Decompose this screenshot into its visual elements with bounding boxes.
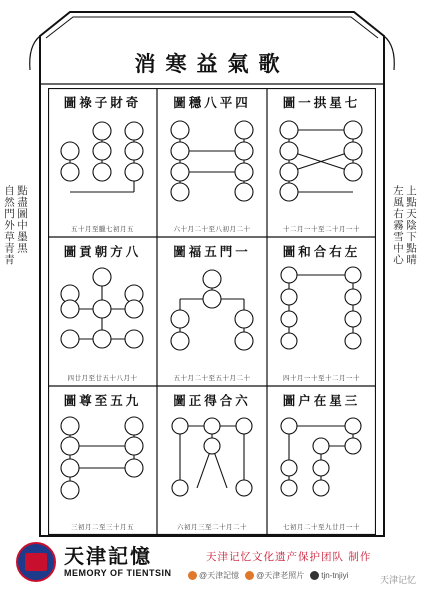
right-verse [391, 185, 417, 385]
cell-4 [48, 237, 157, 386]
credit-text: 天津记忆文化遗产保护团队 制作 [206, 551, 372, 563]
memory-of-tientsin-logo [16, 542, 56, 582]
left-verse-line-2: 自然門外草青青 [3, 185, 15, 266]
cell-caption: 五十月二十至五十月二十 [173, 374, 251, 382]
cell-title: 圖正得合六 [173, 393, 251, 408]
social-handle: @天津老照片 [256, 571, 305, 580]
diagram-san-xing-zai-hu [267, 406, 376, 511]
right-verse-line-1: 上點天陰下點晴 [405, 185, 417, 266]
cell-caption: 三初月二至三十月五 [71, 523, 134, 531]
right-verse-line-2: 左風右霧雪中心 [392, 185, 404, 266]
social-weibo-2[interactable] [245, 570, 304, 581]
cell-6 [267, 237, 376, 386]
brand-name-en: MEMORY OF TIENTSIN [64, 568, 172, 578]
cell-title: 圖穩八平四 [173, 95, 251, 110]
logo-emblem-icon [25, 553, 47, 571]
cell-5 [157, 237, 267, 386]
cell-3 [267, 88, 376, 237]
cell-title: 圖貢朝方八 [63, 244, 142, 259]
cell-caption: 四廿月至廿五十八月十 [67, 374, 138, 382]
diagram-jiu-wu-zhi-zun [48, 406, 157, 511]
cell-1 [48, 88, 157, 237]
diagram-liu-he-de-zheng [157, 406, 267, 511]
brand-name-cn: 天津記憶 [64, 544, 152, 568]
diagram-zuo-you-he-he [267, 257, 376, 362]
weibo-icon [245, 571, 254, 580]
footer [0, 537, 424, 599]
left-verse [2, 185, 28, 385]
diagram-qi-lu-zi-cai [48, 108, 157, 213]
social-handle: tjn-tnjiyi [321, 570, 349, 580]
cell-9 [267, 386, 376, 535]
page-title: 消寒益氣歌 [134, 51, 290, 76]
cell-2 [157, 88, 267, 237]
social-weibo-1[interactable] [188, 570, 239, 581]
cell-caption: 七初月二十至九廿月一十 [283, 523, 360, 531]
cell-title: 圖祿子財奇 [63, 95, 142, 110]
cell-caption: 四十月一十至十二月一十 [283, 374, 360, 382]
cell-caption: 五十月至臘七初月五 [71, 225, 134, 233]
weibo-icon [188, 571, 197, 580]
social-other[interactable] [310, 571, 348, 580]
social-handle: @天津記憶 [199, 571, 240, 580]
cell-7 [48, 386, 157, 535]
cell-title: 圖尊至五九 [63, 393, 142, 408]
diagram-ba-fang-chao-gong [48, 257, 157, 362]
watermark: 天津记忆 [379, 576, 416, 586]
social-icon [310, 571, 319, 580]
diagram-qi-xing-gong-yi [267, 108, 376, 213]
diagram-si-ping-ba-wen [157, 108, 267, 213]
cell-caption: 六十月二十至八初月二十 [173, 225, 251, 233]
social-links [188, 570, 348, 581]
cell-8 [157, 386, 267, 535]
cell-title: 圖一拱星七 [282, 95, 361, 110]
diagram-yi-men-wu-fu [157, 257, 267, 362]
cell-title: 圖和合右左 [282, 244, 361, 259]
cell-caption: 十二月一十至二十月一十 [283, 225, 360, 233]
diagram-grid [48, 88, 376, 535]
left-verse-line-1: 點盡圖中墨黑 [16, 185, 28, 254]
cell-title: 圖户在星三 [282, 393, 361, 408]
cell-title: 圖福五門一 [173, 244, 251, 259]
cell-caption: 六初月三至二十月二十 [177, 523, 247, 531]
